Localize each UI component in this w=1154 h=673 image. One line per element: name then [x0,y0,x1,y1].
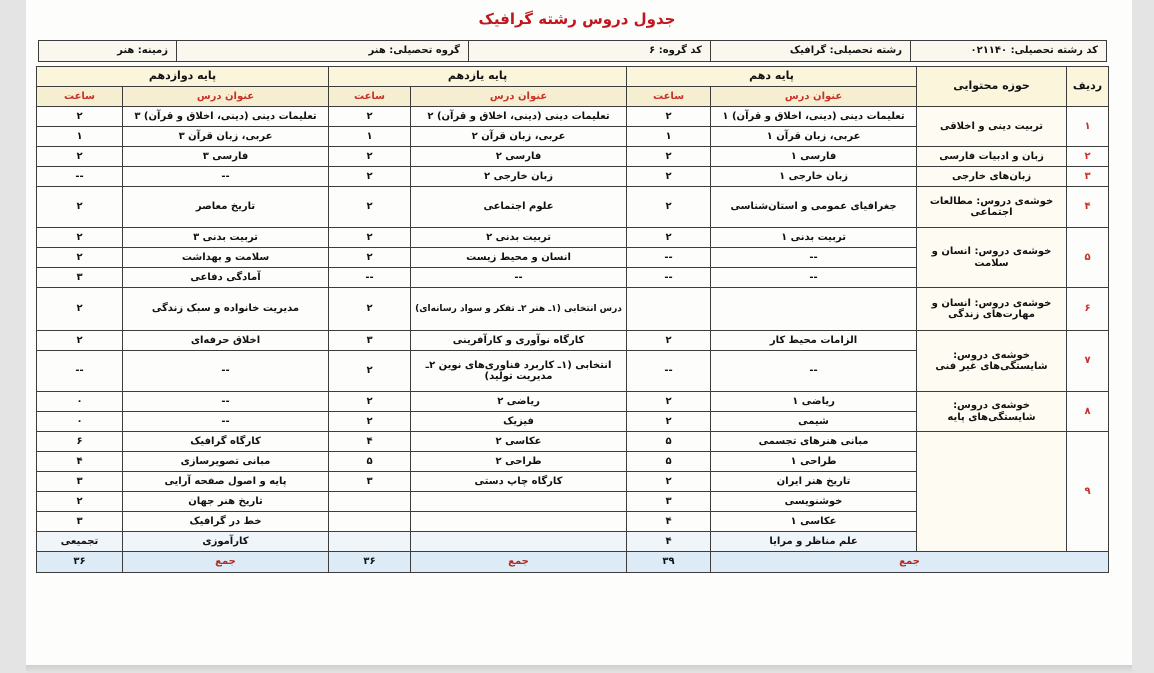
totals-row [37,552,1109,573]
subject-cell: تاریخ هنر ایران [711,472,917,492]
hours-cell [329,512,411,532]
domain-cell: خوشه‌ی دروس: مطالعات اجتماعی [917,187,1067,228]
subject-cell: تاریخ معاصر [123,187,329,228]
hours-cell: ۳ [329,472,411,492]
hours-cell: ۲ [627,392,711,412]
group-name: گروه تحصیلی: هنر [177,41,469,62]
subject-cell: مبانی هنرهای تجسمی [711,432,917,452]
subject-cell: ریاضی ۲ [411,392,627,412]
page-edge [26,665,1132,673]
subject-cell: تربیت بدنی ۱ [711,228,917,248]
grade10-hours-header: ساعت [627,87,711,107]
hours-cell: ۲ [37,492,123,512]
hours-cell: ۰ [37,392,123,412]
hours-cell: ۲ [37,187,123,228]
total-label-grade10: جمع [711,552,1109,573]
subject-cell: -- [711,268,917,288]
table-row [37,331,1109,351]
domain-header: حوزه محتوایی [917,67,1067,107]
hours-cell: ۴ [627,512,711,532]
total-hours-grade12: ۳۶ [37,552,123,573]
hours-cell: ۲ [329,351,411,392]
subject-cell: طراحی ۲ [411,452,627,472]
grade10-subject-header: عنوان درس [711,87,917,107]
subject-cell: کارآموزی [123,532,329,552]
hours-cell: ۲ [329,187,411,228]
field-code: کد رشته تحصیلی: ۰۲۱۱۴۰ [911,41,1107,62]
hours-cell: ۴ [37,452,123,472]
table-row [37,107,1109,127]
table-row [37,432,1109,452]
row-number: ۵ [1067,228,1109,288]
total-hours-grade11: ۳۶ [329,552,411,573]
hours-cell: -- [627,248,711,268]
subject-cell: -- [411,268,627,288]
hours-cell: ۰ [37,412,123,432]
subject-cell: کارگاه چاپ دستی [411,472,627,492]
total-label-grade12: جمع [123,552,329,573]
subject-cell: خوشنویسی [711,492,917,512]
hours-cell: ۲ [329,228,411,248]
hours-cell: ۲ [627,107,711,127]
domain-cell: خوشه‌ی دروس: انسان و سلامت [917,228,1067,288]
hours-cell: ۲ [627,147,711,167]
total-label-grade11: جمع [411,552,627,573]
subject-cell: -- [123,392,329,412]
hours-cell: ۲ [627,331,711,351]
hours-cell: ۲ [329,107,411,127]
subject-cell: فارسی ۲ [411,147,627,167]
grade11-subject-header: عنوان درس [411,87,627,107]
subject-cell: -- [711,248,917,268]
domain-cell: زبان و ادبیات فارسی [917,147,1067,167]
subject-cell: اخلاق حرفه‌ای [123,331,329,351]
hours-cell: ۲ [627,228,711,248]
table-row [37,187,1109,228]
hours-cell: ۳ [329,331,411,351]
subject-cell: جغرافیای عمومی و استان‌شناسی [711,187,917,228]
row-number: ۱ [1067,107,1109,147]
hours-cell: ۲ [37,288,123,331]
subject-cell: پایه و اصول صفحه آرایی [123,472,329,492]
subject-cell: -- [711,351,917,392]
hours-cell: ۵ [627,432,711,452]
hours-cell: ۳ [37,268,123,288]
subject-cell: ریاضی ۱ [711,392,917,412]
subject-cell: تربیت بدنی ۳ [123,228,329,248]
hours-cell: ۲ [37,331,123,351]
hours-cell: ۵ [329,452,411,472]
hours-cell: ۴ [627,532,711,552]
subject-cell: عربی، زبان قرآن ۱ [711,127,917,147]
hours-cell [627,288,711,331]
hours-cell: -- [37,351,123,392]
subject-cell: طراحی ۱ [711,452,917,472]
subject-cell: فارسی ۳ [123,147,329,167]
hours-cell: ۲ [329,288,411,331]
grade12-subject-header: عنوان درس [123,87,329,107]
subject-cell [411,532,627,552]
hours-cell: ۱ [329,127,411,147]
hours-cell: ۳ [37,472,123,492]
subject-cell: تعلیمات دینی (دینی، اخلاق و قرآن) ۱ [711,107,917,127]
hours-cell: ۲ [37,107,123,127]
hours-cell: -- [37,167,123,187]
row-number: ۳ [1067,167,1109,187]
subject-cell: خط در گرافیک [123,512,329,532]
domain-cell: خوشه‌ی دروس: انسان و مهارت‌های زندگی [917,288,1067,331]
hours-cell: ۱ [37,127,123,147]
subject-cell: آمادگی دفاعی [123,268,329,288]
hours-cell: ۱ [627,127,711,147]
subject-cell: فیزیک [411,412,627,432]
subject-cell: علوم اجتماعی [411,187,627,228]
subject-cell: عربی، زبان قرآن ۳ [123,127,329,147]
subject-cell: زبان خارجی ۲ [411,167,627,187]
grade10-header: پایه دهم [627,67,917,87]
subject-cell: انسان و محیط زیست [411,248,627,268]
subject-cell: تعلیمات دینی (دینی، اخلاق و قرآن) ۳ [123,107,329,127]
zone-name: زمینه: هنر [39,41,177,62]
hours-cell: ۲ [329,147,411,167]
subject-cell [711,288,917,331]
domain-cell: خوشه‌ی دروس: شایستگی‌های پایه [917,392,1067,432]
grade11-header: پایه یازدهم [329,67,627,87]
hours-cell: ۲ [329,167,411,187]
hours-cell: ۲ [627,472,711,492]
page-title: جدول دروس رشته گرافیک [478,10,676,28]
table-row [37,147,1109,167]
domain-cell: زبان‌های خارجی [917,167,1067,187]
grade12-header: پایه دوازدهم [37,67,329,87]
hours-cell: ۲ [37,228,123,248]
hours-cell: ۳ [627,492,711,512]
group-code: کد گروه: ۶ [469,41,711,62]
info-table [38,40,1107,62]
hours-cell [329,532,411,552]
hours-cell: ۲ [627,412,711,432]
subject-cell: مدیریت خانواده و سبک زندگی [123,288,329,331]
hours-cell: -- [627,268,711,288]
field-name: رشته تحصیلی: گرافیک [711,41,911,62]
table-row [37,228,1109,248]
hours-cell: تجمیعی [37,532,123,552]
subject-cell: تعلیمات دینی (دینی، اخلاق و قرآن) ۲ [411,107,627,127]
subject-cell: زبان خارجی ۱ [711,167,917,187]
subject-cell: تربیت بدنی ۲ [411,228,627,248]
domain-cell [917,432,1067,552]
table-row [37,288,1109,331]
subject-cell: سلامت و بهداشت [123,248,329,268]
subject-cell: -- [123,351,329,392]
grade11-hours-header: ساعت [329,87,411,107]
grade12-hours-header: ساعت [37,87,123,107]
table-row [37,167,1109,187]
hours-cell: ۲ [329,248,411,268]
subject-cell: عکاسی ۲ [411,432,627,452]
row-number: ۹ [1067,432,1109,552]
subject-cell: علم مناظر و مرایا [711,532,917,552]
subject-cell: کارگاه گرافیک [123,432,329,452]
subject-cell: مبانی تصویرسازی [123,452,329,472]
hours-cell: ۵ [627,452,711,472]
hours-cell: ۲ [37,147,123,167]
domain-cell: خوشه‌ی دروس: شایستگی‌های غیر فنی [917,331,1067,392]
hours-cell: ۲ [627,167,711,187]
subject-cell: -- [123,412,329,432]
subject-cell [411,492,627,512]
curriculum-table [36,66,1109,573]
domain-cell: تربیت دینی و اخلاقی [917,107,1067,147]
total-hours-grade10: ۳۹ [627,552,711,573]
table-row [37,392,1109,412]
subject-cell: الزامات محیط کار [711,331,917,351]
subject-cell: تاریخ هنر جهان [123,492,329,512]
subject-cell: انتخابی (۱ـ کاربرد فناوری‌های نوین ۲ـ مدیریت تولید) [411,351,627,392]
hours-cell: ۳ [37,512,123,532]
row-number: ۴ [1067,187,1109,228]
subject-cell: -- [123,167,329,187]
row-number-header: ردیف [1067,67,1109,107]
hours-cell: -- [329,268,411,288]
row-number: ۶ [1067,288,1109,331]
hours-cell: -- [627,351,711,392]
subject-cell: عربی، زبان قرآن ۲ [411,127,627,147]
subject-cell: شیمی [711,412,917,432]
hours-cell: ۴ [329,432,411,452]
hours-cell: ۲ [329,412,411,432]
hours-cell [329,492,411,512]
hours-cell: ۲ [37,248,123,268]
subject-cell: درس انتخابی (۱ـ هنر ۲ـ تفکر و سواد رسانه‌ای) [411,288,627,331]
hours-cell: ۲ [627,187,711,228]
hours-cell: ۶ [37,432,123,452]
row-number: ۲ [1067,147,1109,167]
subject-cell [411,512,627,532]
row-number: ۸ [1067,392,1109,432]
subject-cell: کارگاه نوآوری و کارآفرینی [411,331,627,351]
hours-cell: ۲ [329,392,411,412]
subject-cell: فارسی ۱ [711,147,917,167]
row-number: ۷ [1067,331,1109,392]
subject-cell: عکاسی ۱ [711,512,917,532]
